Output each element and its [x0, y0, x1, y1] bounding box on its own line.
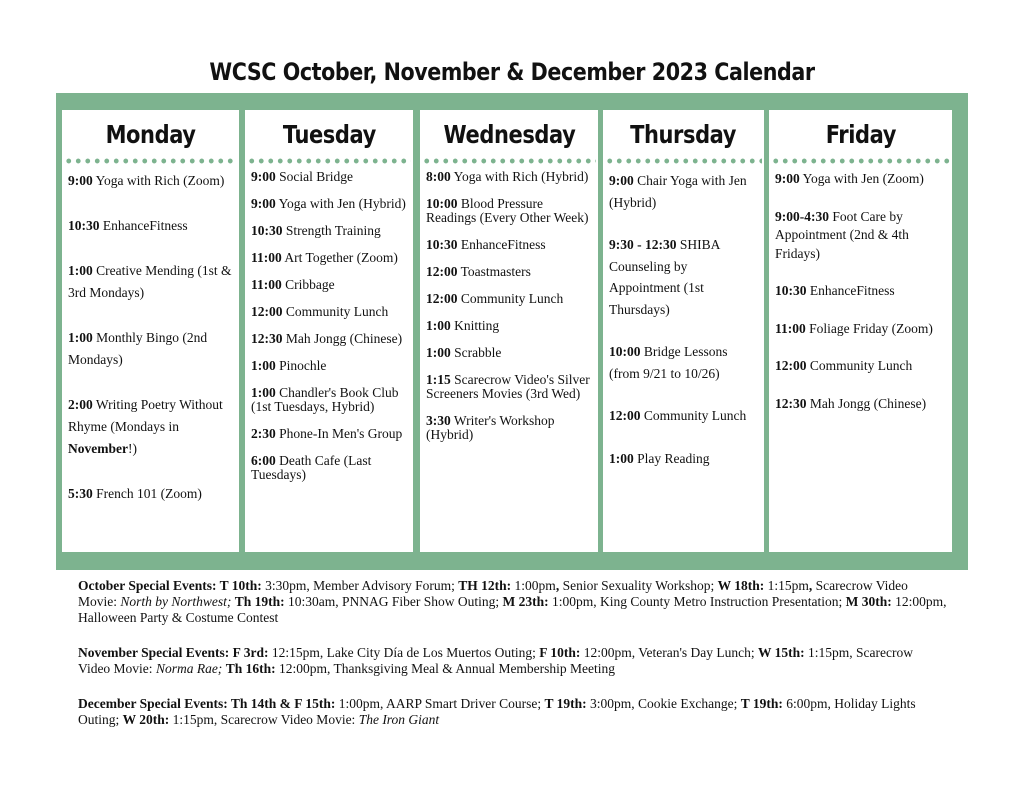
event-time: 1:00	[251, 385, 276, 400]
event-time: 1:00	[609, 450, 634, 466]
event-time: 9:00	[68, 173, 93, 188]
event-title: Creative Mending (1st & 3rd Mondays)	[68, 263, 232, 300]
event-item	[426, 238, 592, 252]
event-time: 10:30	[426, 237, 458, 252]
special-event-text: 1:00pm	[511, 578, 556, 593]
event-title: Mah Jongg (Chinese)	[282, 331, 403, 346]
event-title: Death Cafe (Last Tuesdays)	[251, 453, 372, 482]
special-event-text: 12:00pm, Veteran's Day Lunch;	[580, 645, 758, 660]
event-time: 6:00	[251, 453, 276, 468]
event-time: 9:00	[775, 171, 800, 186]
special-events-paragraph	[78, 696, 948, 728]
event-time: 2:00	[68, 397, 93, 412]
event-title: Community Lunch	[640, 408, 747, 423]
special-event-text: 6:00pm, Holiday Lights Outing;	[78, 696, 916, 727]
event-time: 1:00	[68, 330, 93, 345]
special-event-date: T 19th:	[544, 696, 587, 711]
event-time: 1:00	[251, 358, 276, 373]
event-time: 12:00	[251, 304, 283, 319]
event-title: SHIBA Counseling by Appointment (1st Thursdays)	[609, 237, 720, 317]
event-title: Foot Care by Appointment (2nd & 4th Fridays)	[775, 208, 909, 261]
day-items	[603, 164, 764, 469]
event-item	[251, 332, 407, 346]
event-title: Yoga with Rich (Zoom)	[92, 173, 225, 188]
special-events-paragraph	[78, 578, 948, 626]
event-title: Community Lunch	[806, 358, 913, 373]
column-wednesday	[420, 110, 598, 552]
special-event-date: F 3rd:	[229, 645, 269, 660]
event-time: 3:30	[426, 413, 451, 428]
event-title: Art Together (Zoom)	[281, 250, 398, 265]
special-event-movie: The Iron Giant	[358, 712, 440, 727]
event-item	[775, 208, 946, 264]
special-event-punct: ,	[808, 578, 813, 593]
event-time: 11:00	[251, 277, 282, 292]
day-items	[769, 164, 952, 413]
day-items	[62, 164, 239, 505]
event-title: Foliage Friday (Zoom)	[805, 320, 933, 336]
event-time: 10:30	[775, 283, 807, 298]
calendar-board	[56, 93, 968, 570]
event-time: 9:00	[609, 173, 634, 188]
special-event-date: M 23th:	[502, 594, 549, 609]
special-events-label: December Special Events:	[78, 696, 228, 711]
event-item	[251, 278, 407, 292]
special-event-text: 1:15pm, Scarecrow Video Movie:	[78, 645, 913, 676]
event-title: Knitting	[450, 318, 500, 333]
event-item	[68, 215, 233, 237]
event-time: 10:00	[609, 344, 641, 359]
special-event-text: Senior Sexuality Workshop;	[559, 578, 718, 593]
day-header-friday: Friday	[825, 120, 896, 149]
column-tuesday	[245, 110, 413, 552]
special-event-date: T 19th:	[740, 696, 783, 711]
special-event-date: Th 14th & F 15th:	[227, 696, 336, 711]
event-time: 10:00	[426, 196, 458, 211]
event-time: 10:30	[251, 223, 283, 238]
event-time: 11:00	[775, 320, 806, 336]
event-item	[609, 341, 758, 384]
column-monday	[62, 110, 239, 552]
special-event-text: 3:00pm, Cookie Exchange;	[586, 696, 741, 711]
event-time: 12:30	[251, 331, 283, 346]
event-title: Bridge Lessons (from 9/21 to 10/26)	[609, 344, 728, 381]
event-title-end: !)	[127, 441, 137, 456]
special-event-movie: Norma Rae;	[155, 661, 223, 676]
event-item	[251, 224, 407, 238]
special-event-date: Th 19th:	[234, 594, 285, 609]
event-title: Community Lunch	[457, 291, 564, 306]
event-item	[251, 454, 407, 482]
event-title: Cribbage	[281, 277, 335, 292]
event-item	[609, 448, 758, 470]
event-title: Strength Training	[282, 223, 381, 238]
event-title: Writing Poetry Without Rhyme (Mondays in	[68, 397, 223, 434]
event-title: Yoga with Jen (Zoom)	[799, 171, 924, 186]
special-event-date: W 15th:	[758, 645, 805, 660]
event-title: Monthly Bingo (2nd Mondays)	[68, 330, 208, 367]
special-event-text: 1:15pm, Scarecrow Video Movie:	[169, 712, 359, 727]
event-time: 9:00	[251, 196, 276, 211]
event-item	[251, 359, 407, 373]
event-title: Pinochle	[275, 358, 327, 373]
event-item	[68, 483, 233, 505]
event-time: 2:30	[251, 426, 276, 441]
special-event-date: M 30th:	[845, 594, 892, 609]
special-event-date: F 10th:	[539, 645, 581, 660]
event-title: Social Bridge	[275, 169, 353, 184]
event-time: 1:00	[426, 318, 451, 333]
event-item	[251, 170, 407, 184]
event-item	[251, 305, 407, 319]
special-event-date: Th 16th:	[225, 661, 276, 676]
day-header-tuesday: Tuesday	[282, 120, 376, 149]
event-item	[426, 319, 592, 333]
event-item	[251, 427, 407, 441]
special-event-text: Scarecrow Video Movie:	[78, 578, 908, 609]
special-event-date: W 18th:	[717, 578, 765, 593]
special-event-text: 1:00pm, King County Metro Instruction Presentation;	[548, 594, 846, 609]
event-time: 1:00	[68, 263, 93, 278]
event-time: 12:00	[426, 264, 458, 279]
event-item	[426, 292, 592, 306]
event-time: 8:00	[426, 169, 451, 184]
day-header-monday: Monday	[105, 120, 196, 149]
event-time: 12:30	[775, 395, 807, 411]
event-item	[775, 170, 946, 189]
event-item	[609, 234, 758, 320]
event-item	[609, 405, 758, 427]
page-title: WCSC October, November & December 2023 Calendar	[209, 58, 815, 86]
special-event-punct: ,	[555, 578, 560, 593]
event-item	[68, 260, 233, 304]
event-time: 10:30	[68, 218, 100, 233]
event-time: 9:00	[251, 169, 276, 184]
event-item	[251, 251, 407, 265]
event-title: EnhanceFitness	[806, 283, 895, 298]
event-time: 9:30 - 12:30	[609, 237, 677, 252]
special-events-paragraph	[78, 645, 948, 677]
event-title: EnhanceFitness	[99, 218, 188, 233]
event-item	[251, 197, 407, 211]
day-items	[245, 164, 413, 482]
event-time: 1:00	[426, 345, 451, 360]
event-emphasis: November	[68, 441, 128, 456]
event-time: 9:00-4:30	[775, 208, 829, 224]
column-thursday	[603, 110, 764, 552]
event-time: 11:00	[251, 250, 282, 265]
special-events-label: November Special Events:	[78, 645, 230, 660]
event-item	[775, 357, 946, 376]
event-title: EnhanceFitness	[457, 237, 546, 252]
event-title: Toastmasters	[457, 264, 531, 279]
event-item	[775, 320, 946, 339]
special-event-text: 10:30am, PNNAG Fiber Show Outing;	[284, 594, 503, 609]
event-title: Yoga with Jen (Hybrid)	[275, 196, 406, 211]
event-title: Play Reading	[633, 450, 710, 466]
event-item	[426, 197, 592, 225]
day-header-thursday: Thursday	[630, 120, 737, 149]
event-item	[426, 373, 592, 401]
event-item	[68, 327, 233, 371]
event-title: Community Lunch	[282, 304, 389, 319]
event-time: 12:00	[775, 358, 807, 373]
event-item	[775, 282, 946, 301]
event-item	[426, 265, 592, 279]
special-event-text: 1:15pm	[764, 578, 809, 593]
special-event-text: 1:00pm, AARP Smart Driver Course;	[335, 696, 545, 711]
event-item	[609, 170, 758, 213]
special-event-date: T 10th:	[216, 578, 262, 593]
event-time: 12:00	[609, 408, 641, 423]
event-title: Scrabble	[450, 345, 502, 360]
special-events-label: October Special Events:	[78, 578, 217, 593]
event-time: 12:00	[426, 291, 458, 306]
event-time: 5:30	[68, 486, 93, 501]
special-event-text: 12:00pm, Halloween Party & Costume Contest	[78, 594, 947, 625]
day-header-wednesday: Wednesday	[443, 120, 575, 149]
event-title: Scarecrow Video's Silver Screeners Movies (3rd Wed)	[426, 372, 590, 401]
event-item	[251, 386, 407, 414]
special-events	[78, 578, 948, 747]
special-event-date: TH 12th:	[458, 578, 512, 593]
event-title: Mah Jongg (Chinese)	[806, 395, 927, 411]
event-item	[68, 394, 233, 460]
special-event-text: 3:30pm, Member Advisory Forum;	[261, 578, 459, 593]
event-item	[426, 170, 592, 184]
event-title: Chair Yoga with Jen (Hybrid)	[609, 173, 747, 210]
event-title: Yoga with Rich (Hybrid)	[450, 169, 589, 184]
event-title: Phone-In Men's Group	[275, 426, 403, 441]
event-item	[775, 395, 946, 414]
event-title: Writer's Workshop (Hybrid)	[426, 413, 555, 442]
event-item	[68, 170, 233, 192]
event-item	[426, 414, 592, 442]
special-event-movie: North by Northwest;	[120, 594, 232, 609]
special-event-date: W 20th:	[122, 712, 170, 727]
event-item	[426, 346, 592, 360]
column-friday	[769, 110, 952, 552]
event-title: French 101 (Zoom)	[92, 486, 202, 501]
special-event-text: 12:00pm, Thanksgiving Meal & Annual Membership Meeting	[275, 661, 616, 676]
event-time: 1:15	[426, 372, 451, 387]
event-title: Chandler's Book Club (1st Tuesdays, Hybrid)	[251, 385, 399, 414]
day-items	[420, 164, 598, 442]
special-event-text: 12:15pm, Lake City Día de Los Muertos Outing;	[268, 645, 540, 660]
event-title: Blood Pressure Readings (Every Other Week)	[426, 196, 589, 225]
